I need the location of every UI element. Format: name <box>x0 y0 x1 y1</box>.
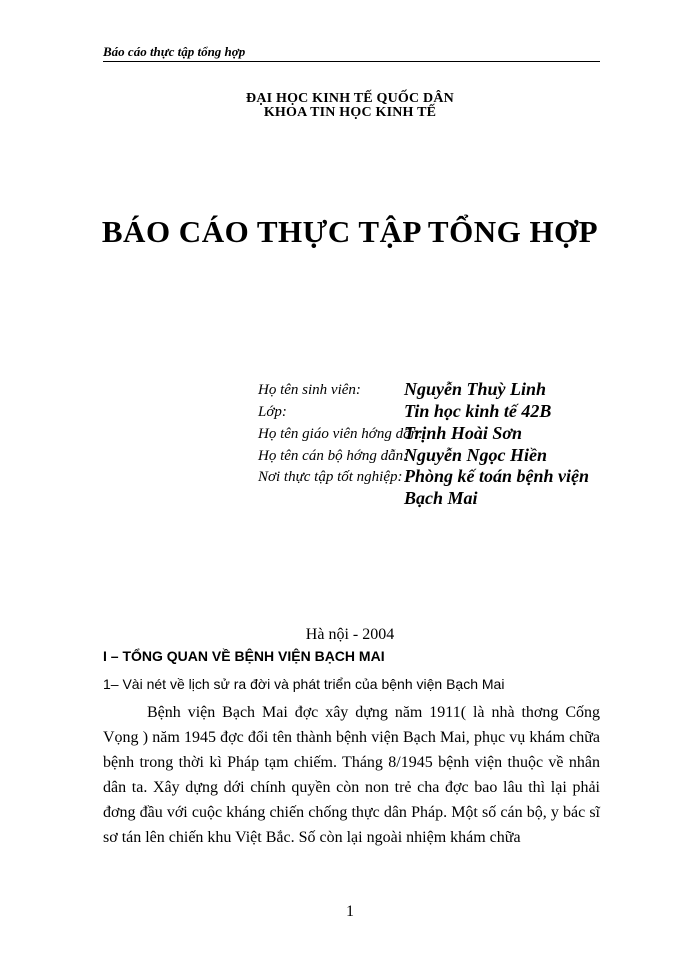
info-label-teacher: Họ tên giáo viên hớng dẫn: <box>258 426 424 442</box>
body-paragraph: Bệnh viện Bạch Mai đợc xây dựng năm 1911( là nhà thơng Cống Vọng ) năm 1945 đợc đổi tên thành bệnh viện Bạch Mai, phục vụ khám chữa bệnh trong thời kì Pháp tạm chiếm. Tháng 8/1945 bệnh viện thuộc về nhân dân ta. Xây dựng dới chính quyền còn non trẻ cha đợc bao lâu thì lại phải đơng đầu với cuộc kháng chiến chống thực dân Pháp. Một số cán bộ, y bác sĩ sơ tán lên chiến khu Việt Bắc. Số còn lại ngoài nhiệm khám chữa <box>103 704 600 846</box>
info-label-supervisor: Họ tên cán bộ hớng dẫn: <box>258 448 409 464</box>
report-title: BÁO CÁO THỰC TẬP TỔNG HỢP <box>101 214 599 249</box>
page-number: 1 <box>346 903 354 920</box>
info-value-teacher: Trịnh Hoài Sơn <box>404 423 523 443</box>
info-value-student: Nguyễn Thuỳ Linh <box>404 379 547 399</box>
running-header: Báo cáo thực tập tổng hợp <box>103 44 600 62</box>
subsection-heading: 1– Vài nét về lịch sử ra đời và phát triển của bệnh viện Bạch Mai <box>103 676 505 692</box>
faculty-name: KHOA TIN HỌC KINH TẾ <box>263 105 437 120</box>
info-value-supervisor: Nguyễn Ngọc Hiền <box>404 445 547 465</box>
info-value-internship-place-line2: Bạch Mai <box>404 488 478 508</box>
info-value-class: Tin học kinh tế 42B <box>404 401 552 421</box>
section-heading: I – TỔNG QUAN VỀ BỆNH VIỆN BẠCH MAI <box>103 648 385 664</box>
info-label-class: Lớp: <box>258 404 287 420</box>
place-date: Hà nội - 2004 <box>305 626 395 643</box>
info-value-internship-place: Phòng kế toán bệnh viện <box>404 466 590 486</box>
info-label-internship-place: Nơi thực tập tốt nghiệp: <box>258 469 403 485</box>
university-name: ĐẠI HỌC KINH TẾ QUỐC DÂN <box>246 91 454 106</box>
info-label-student: Họ tên sinh viên: <box>258 382 361 398</box>
